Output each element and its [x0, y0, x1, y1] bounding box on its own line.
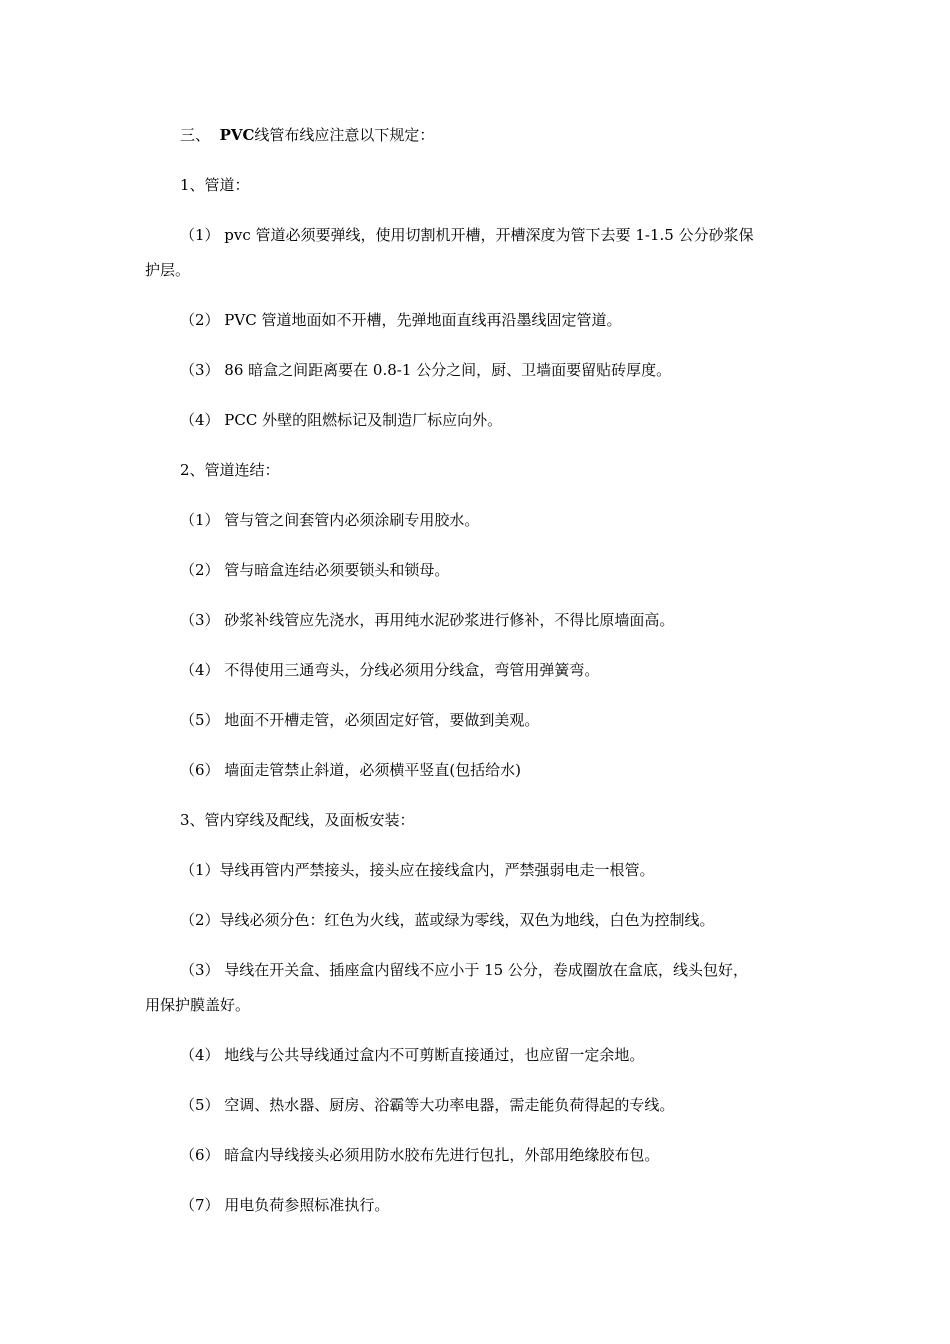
list-item: （4） 地线与公共导线通过盒内不可剪断直接通过，也应留一定余地。 — [180, 1046, 645, 1064]
list-item: （4） PCC 外壁的阻燃标记及制造厂标应向外。 — [180, 411, 503, 429]
list-item: （1） pvc 管道必须要弹线，使用切割机开槽，开槽深度为管下去要 1-1.5 公分砂浆保 — [180, 226, 754, 244]
heading-rest: 线管布线应注意以下规定： — [254, 126, 435, 144]
list-item: （3） 86 暗盒之间距离要在 0.8-1 公分之间，厨、卫墙面要留贴砖厚度。 — [180, 361, 672, 379]
list-item: （3） 砂浆补线管应先浇水，再用纯水泥砂浆进行修补，不得比原墙面高。 — [180, 611, 675, 629]
list-item: （5） 地面不开槽走管，必须固定好管，要做到美观。 — [180, 711, 540, 729]
list-item: （1）导线再管内严禁接头，接头应在接线盒内，严禁强弱电走一根管。 — [180, 861, 655, 879]
section-heading — [180, 125, 434, 145]
list-item-continuation: 护层。 — [145, 261, 191, 279]
list-item: （1） 管与管之间套管内必须涂刷专用胶水。 — [180, 511, 480, 529]
heading-prefix: 三、 — [180, 126, 211, 144]
list-item: （2） 管与暗盒连结必须要锁头和锁母。 — [180, 561, 450, 579]
subsection-title-wiring: 3、管内穿线及配线，及面板安装： — [180, 811, 415, 829]
list-item: （6） 墙面走管禁止斜道，必须横平竖直(包括给水) — [180, 761, 522, 779]
list-item: （2） PVC 管道地面如不开槽，先弹地面直线再沿墨线固定管道。 — [180, 311, 622, 329]
subsection-title-pipe-connection: 2、管道连结： — [180, 461, 280, 479]
subsection-title-pipes: 1、管道： — [180, 176, 250, 194]
list-item-continuation: 用保护膜盖好。 — [145, 996, 251, 1014]
list-item: （3） 导线在开关盒、插座盒内留线不应小于 15 公分，卷成圈放在盒底，线头包好， — [180, 961, 748, 979]
heading-bold-term: PVC — [219, 126, 255, 144]
list-item: （7） 用电负荷参照标准执行。 — [180, 1196, 390, 1214]
list-item: （4） 不得使用三通弯头，分线必须用分线盒，弯管用弹簧弯。 — [180, 661, 600, 679]
list-item: （5） 空调、热水器、厨房、浴霸等大功率电器，需走能负荷得起的专线。 — [180, 1096, 675, 1114]
list-item: （6） 暗盒内导线接头必须用防水胶布先进行包扎，外部用绝缘胶布包。 — [180, 1146, 660, 1164]
list-item: （2）导线必须分色：红色为火线，蓝或绿为零线，双色为地线，白色为控制线。 — [180, 911, 715, 929]
